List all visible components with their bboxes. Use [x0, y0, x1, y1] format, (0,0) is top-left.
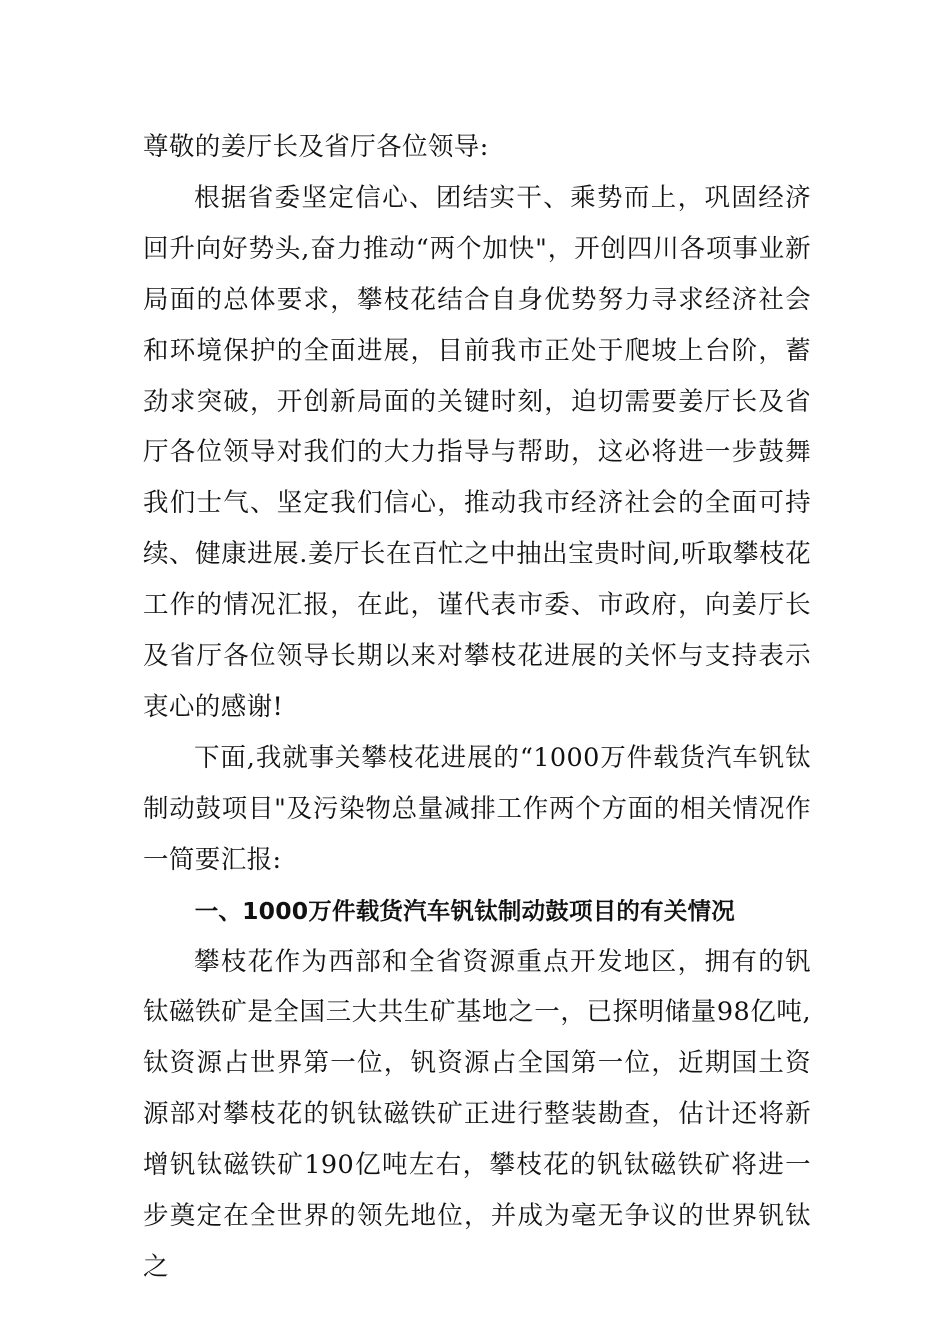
document-body	[143, 122, 811, 1293]
paragraph-resources: 攀枝花作为西部和全省资源重点开发地区，拥有的钒钛磁铁矿是全国三大共生矿基地之一，已探明储量98亿吨,钛资源占世界第一位，钒资源占全国第一位，近期国土资源部对攀枝花的钒钛磁铁矿正进行整装勘查，估计还将新增钒钛磁铁矿190亿吨左右，攀枝花的钒钛磁铁矿将进一步奠定在全世界的领先地位，并成为毫无争议的世界钒钛之	[143, 946, 811, 1282]
paragraph-intro: 根据省委坚定信心、团结实干、乘势而上，巩固经济回升向好势头,奋力推动“两个加快"，开创四川各项事业新局面的总体要求，攀枝花结合自身优势努力寻求经济社会和环境保护的全面进展，目前我市正处于爬坡上台阶，蓄劲求突破，开创新局面的关键时刻，迫切需要姜厅长及省厅各位领导对我们的大力指导与帮助，这必将进一步鼓舞我们士气、坚定我们信心，推动我市经济社会的全面可持续、健康进展.姜厅长在百忙之中抽出宝贵时间,听取攀枝花工作的情况汇报，在此，谨代表市委、市政府，向姜厅长及省厅各位领导长期以来对攀枝花进展的关怀与支持表示衷心的感谢!	[143, 182, 811, 722]
section-heading-1: 一、1000万件载货汽车钒钛制动鼓项目的有关情况	[194, 896, 735, 925]
salutation: 尊敬的姜厅长及省厅各位领导:	[143, 132, 489, 162]
paragraph-overview: 下面,我就事关攀枝花进展的“1000万件载货汽车钒钛制动鼓项目"及污染物总量减排工作两个方面的相关情况作一简要汇报:	[143, 742, 811, 875]
